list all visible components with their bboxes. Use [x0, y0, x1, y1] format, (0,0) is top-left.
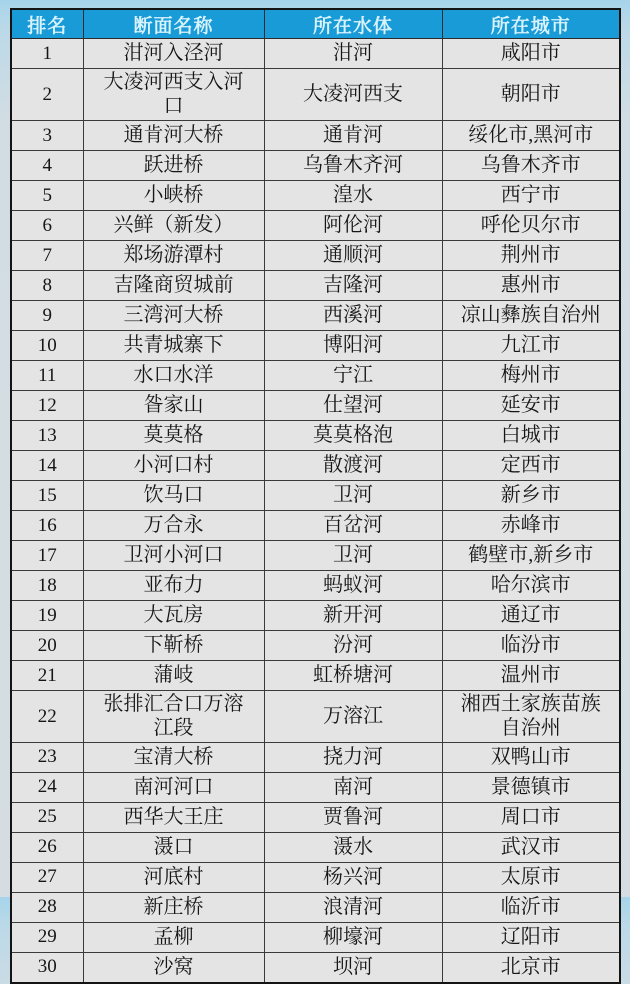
city-cell: 延安市 [442, 390, 620, 420]
city-cell: 辽阳市 [442, 922, 620, 952]
rank-cell: 15 [11, 480, 83, 510]
rank-cell: 30 [11, 952, 83, 983]
section-name-cell: 南河河口 [83, 772, 264, 802]
ranking-table-container [10, 8, 619, 984]
water-body-cell: 通肯河 [264, 120, 442, 150]
column-header-water: 所在水体 [264, 9, 442, 39]
rank-cell: 11 [11, 360, 83, 390]
table-row [11, 360, 620, 390]
rank-cell: 7 [11, 240, 83, 270]
table-row [11, 210, 620, 240]
rank-cell: 9 [11, 300, 83, 330]
water-body-cell: 浪清河 [264, 892, 442, 922]
water-body-cell: 通顺河 [264, 240, 442, 270]
table-row [11, 690, 620, 742]
city-cell: 双鸭山市 [442, 742, 620, 772]
table-body [11, 39, 620, 983]
table-row [11, 742, 620, 772]
table-row [11, 772, 620, 802]
city-cell: 太原市 [442, 862, 620, 892]
section-name-cell: 西华大王庄 [83, 802, 264, 832]
water-body-cell: 虹桥塘河 [264, 660, 442, 690]
table-row [11, 390, 620, 420]
section-name-cell: 泔河入泾河 [83, 39, 264, 69]
section-name-cell: 跃进桥 [83, 150, 264, 180]
rank-cell: 14 [11, 450, 83, 480]
rank-cell: 10 [11, 330, 83, 360]
table-row [11, 510, 620, 540]
city-cell: 咸阳市 [442, 39, 620, 69]
rank-cell: 4 [11, 150, 83, 180]
section-name-cell: 宝清大桥 [83, 742, 264, 772]
rank-cell: 23 [11, 742, 83, 772]
ranking-table [10, 8, 621, 984]
table-row [11, 600, 620, 630]
water-body-cell: 西溪河 [264, 300, 442, 330]
city-cell: 定西市 [442, 450, 620, 480]
table-row [11, 330, 620, 360]
rank-cell: 21 [11, 660, 83, 690]
section-name-cell: 蒲岐 [83, 660, 264, 690]
city-cell: 湘西土家族苗族自治州 [442, 690, 620, 742]
section-name-cell: 大凌河西支入河口 [83, 69, 264, 121]
water-body-cell: 贾鲁河 [264, 802, 442, 832]
city-cell: 临沂市 [442, 892, 620, 922]
water-body-cell: 乌鲁木齐河 [264, 150, 442, 180]
rank-cell: 25 [11, 802, 83, 832]
table-row [11, 450, 620, 480]
water-body-cell: 挠力河 [264, 742, 442, 772]
section-name-cell: 孟柳 [83, 922, 264, 952]
water-body-cell: 仕望河 [264, 390, 442, 420]
section-name-cell: 水口水洋 [83, 360, 264, 390]
section-name-cell: 吉隆商贸城前 [83, 270, 264, 300]
section-name-cell: 卫河小河口 [83, 540, 264, 570]
city-cell: 新乡市 [442, 480, 620, 510]
section-name-cell: 新庄桥 [83, 892, 264, 922]
water-body-cell: 泔河 [264, 39, 442, 69]
city-cell: 周口市 [442, 802, 620, 832]
city-cell: 梅州市 [442, 360, 620, 390]
rank-cell: 6 [11, 210, 83, 240]
rank-cell: 17 [11, 540, 83, 570]
water-body-cell: 湟水 [264, 180, 442, 210]
rank-cell: 28 [11, 892, 83, 922]
rank-cell: 16 [11, 510, 83, 540]
water-body-cell: 坝河 [264, 952, 442, 983]
column-header-city: 所在城市 [442, 9, 620, 39]
section-name-cell: 沙窝 [83, 952, 264, 983]
water-body-cell: 博阳河 [264, 330, 442, 360]
section-name-cell: 滠口 [83, 832, 264, 862]
city-cell: 绥化市,黑河市 [442, 120, 620, 150]
column-header-rank: 排名 [11, 9, 83, 39]
rank-cell: 8 [11, 270, 83, 300]
city-cell: 北京市 [442, 952, 620, 983]
table-header [11, 9, 620, 39]
city-cell: 呼伦贝尔市 [442, 210, 620, 240]
city-cell: 哈尔滨市 [442, 570, 620, 600]
water-body-cell: 万溶江 [264, 690, 442, 742]
water-body-cell: 新开河 [264, 600, 442, 630]
city-cell: 荆州市 [442, 240, 620, 270]
city-cell: 乌鲁木齐市 [442, 150, 620, 180]
rank-cell: 12 [11, 390, 83, 420]
table-row [11, 802, 620, 832]
rank-cell: 3 [11, 120, 83, 150]
table-row [11, 39, 620, 69]
table-row [11, 480, 620, 510]
rank-cell: 29 [11, 922, 83, 952]
section-name-cell: 小峡桥 [83, 180, 264, 210]
table-row [11, 832, 620, 862]
column-header-section: 断面名称 [83, 9, 264, 39]
water-body-cell: 散渡河 [264, 450, 442, 480]
section-name-cell: 万合永 [83, 510, 264, 540]
table-row [11, 660, 620, 690]
water-body-cell: 百岔河 [264, 510, 442, 540]
city-cell: 白城市 [442, 420, 620, 450]
section-name-cell: 亚布力 [83, 570, 264, 600]
rank-cell: 1 [11, 39, 83, 69]
rank-cell: 13 [11, 420, 83, 450]
rank-cell: 2 [11, 69, 83, 121]
table-row [11, 862, 620, 892]
city-cell: 景德镇市 [442, 772, 620, 802]
rank-cell: 20 [11, 630, 83, 660]
section-name-cell: 大瓦房 [83, 600, 264, 630]
city-cell: 武汉市 [442, 832, 620, 862]
water-body-cell: 柳壕河 [264, 922, 442, 952]
section-name-cell: 张排汇合口万溶江段 [83, 690, 264, 742]
header-row [11, 9, 620, 39]
water-body-cell: 大凌河西支 [264, 69, 442, 121]
section-name-cell: 莫莫格 [83, 420, 264, 450]
rank-cell: 18 [11, 570, 83, 600]
section-name-cell: 兴鲜（新发） [83, 210, 264, 240]
city-cell: 鹤壁市,新乡市 [442, 540, 620, 570]
table-row [11, 540, 620, 570]
section-name-cell: 三湾河大桥 [83, 300, 264, 330]
city-cell: 九江市 [442, 330, 620, 360]
section-name-cell: 通肯河大桥 [83, 120, 264, 150]
table-row [11, 180, 620, 210]
table-row [11, 420, 620, 450]
water-body-cell: 吉隆河 [264, 270, 442, 300]
section-name-cell: 共青城寨下 [83, 330, 264, 360]
city-cell: 赤峰市 [442, 510, 620, 540]
water-body-cell: 蚂蚁河 [264, 570, 442, 600]
rank-cell: 24 [11, 772, 83, 802]
water-body-cell: 南河 [264, 772, 442, 802]
water-body-cell: 滠水 [264, 832, 442, 862]
section-name-cell: 郑场游潭村 [83, 240, 264, 270]
city-cell: 惠州市 [442, 270, 620, 300]
rank-cell: 26 [11, 832, 83, 862]
water-body-cell: 卫河 [264, 480, 442, 510]
water-body-cell: 阿伦河 [264, 210, 442, 240]
table-row [11, 240, 620, 270]
section-name-cell: 昝家山 [83, 390, 264, 420]
water-body-cell: 卫河 [264, 540, 442, 570]
city-cell: 凉山彝族自治州 [442, 300, 620, 330]
city-cell: 通辽市 [442, 600, 620, 630]
section-name-cell: 河底村 [83, 862, 264, 892]
section-name-cell: 下靳桥 [83, 630, 264, 660]
table-row [11, 270, 620, 300]
table-row [11, 300, 620, 330]
water-body-cell: 莫莫格泡 [264, 420, 442, 450]
city-cell: 朝阳市 [442, 69, 620, 121]
water-body-cell: 宁江 [264, 360, 442, 390]
table-row [11, 952, 620, 983]
table-row [11, 630, 620, 660]
table-row [11, 150, 620, 180]
table-row [11, 120, 620, 150]
rank-cell: 19 [11, 600, 83, 630]
water-body-cell: 杨兴河 [264, 862, 442, 892]
section-name-cell: 小河口村 [83, 450, 264, 480]
water-body-cell: 汾河 [264, 630, 442, 660]
table-row [11, 69, 620, 121]
table-row [11, 922, 620, 952]
city-cell: 西宁市 [442, 180, 620, 210]
rank-cell: 5 [11, 180, 83, 210]
city-cell: 温州市 [442, 660, 620, 690]
section-name-cell: 饮马口 [83, 480, 264, 510]
table-row [11, 570, 620, 600]
city-cell: 临汾市 [442, 630, 620, 660]
rank-cell: 22 [11, 690, 83, 742]
rank-cell: 27 [11, 862, 83, 892]
